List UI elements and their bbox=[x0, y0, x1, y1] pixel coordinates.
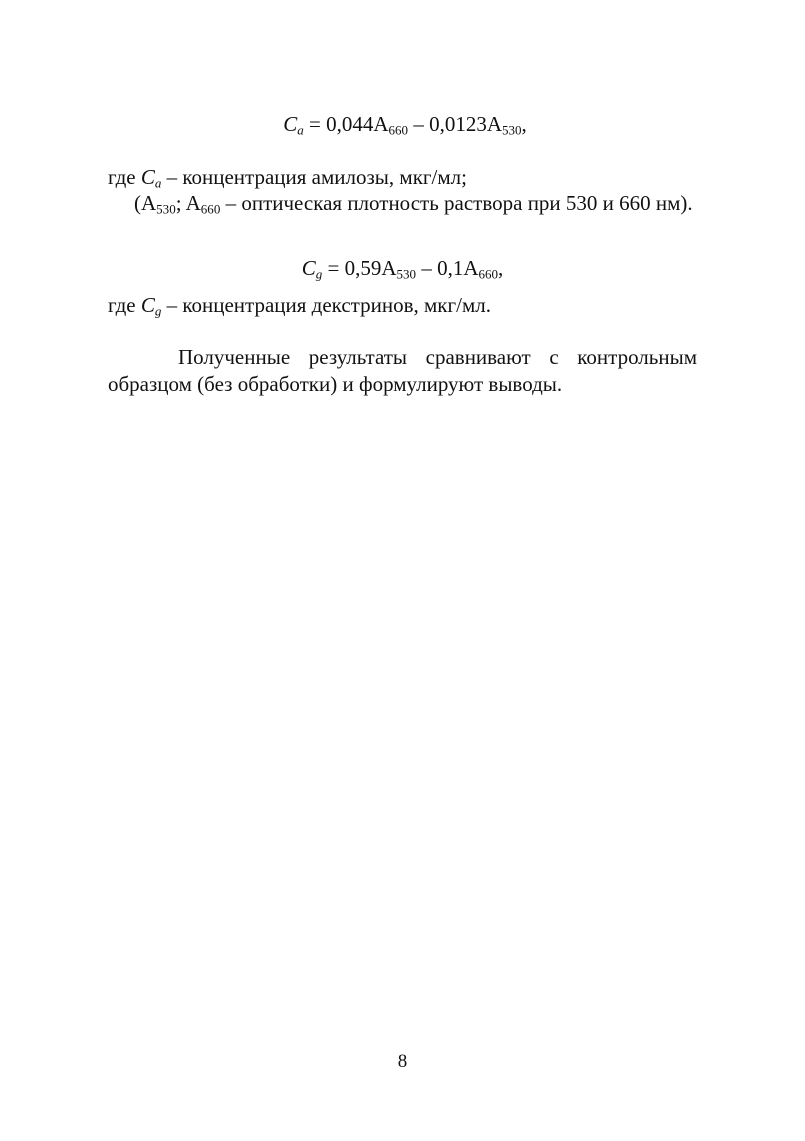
definition-prefix: где bbox=[108, 293, 141, 317]
formula-amylose bbox=[0, 111, 805, 137]
formula-subscript: 530 bbox=[396, 266, 417, 282]
formula-term: – 0,0123A bbox=[408, 112, 502, 136]
formula-coefficient: = 0,59A bbox=[322, 256, 397, 280]
formula-punctuation: , bbox=[521, 112, 527, 136]
definition-separator: ; A bbox=[175, 191, 201, 215]
formula-dextrins bbox=[0, 255, 805, 281]
definition-subscript: 530 bbox=[156, 201, 176, 217]
definition-optical-density bbox=[134, 190, 697, 216]
definition-text: – концентрация декстринов, мкг/мл. bbox=[161, 293, 491, 317]
formula-punctuation: , bbox=[498, 256, 504, 280]
page-number: 8 bbox=[397, 1051, 408, 1072]
definition-variable: C bbox=[140, 165, 155, 189]
definition-text: – оптическая плотность раствора при 530 и 660 нм). bbox=[220, 191, 693, 215]
formula-variable: C bbox=[301, 256, 316, 280]
definition-variable: C bbox=[140, 293, 155, 317]
definition-dextrins bbox=[108, 292, 491, 318]
formula-coefficient: = 0,044A bbox=[303, 112, 389, 136]
formula-subscript: 530 bbox=[501, 122, 522, 138]
formula-variable-subscript: a bbox=[297, 122, 304, 138]
definition-open: (A bbox=[134, 191, 157, 215]
definition-amylose bbox=[108, 164, 467, 190]
formula-variable: C bbox=[283, 112, 298, 136]
definition-variable-subscript: g bbox=[154, 303, 162, 319]
definition-text: – концентрация амилозы, мкг/мл; bbox=[161, 165, 467, 189]
definition-prefix: где bbox=[108, 165, 141, 189]
formula-variable-subscript: g bbox=[315, 266, 323, 282]
definition-variable-subscript: a bbox=[154, 175, 162, 191]
formula-subscript: 660 bbox=[478, 266, 499, 282]
formula-subscript: 660 bbox=[388, 122, 409, 138]
definition-subscript: 660 bbox=[200, 201, 221, 217]
conclusion-paragraph: Полученные результаты сравнивают с контрольным образцом (без обработки) и формулируют выводы. bbox=[108, 345, 697, 396]
formula-term: – 0,1A bbox=[416, 256, 479, 280]
